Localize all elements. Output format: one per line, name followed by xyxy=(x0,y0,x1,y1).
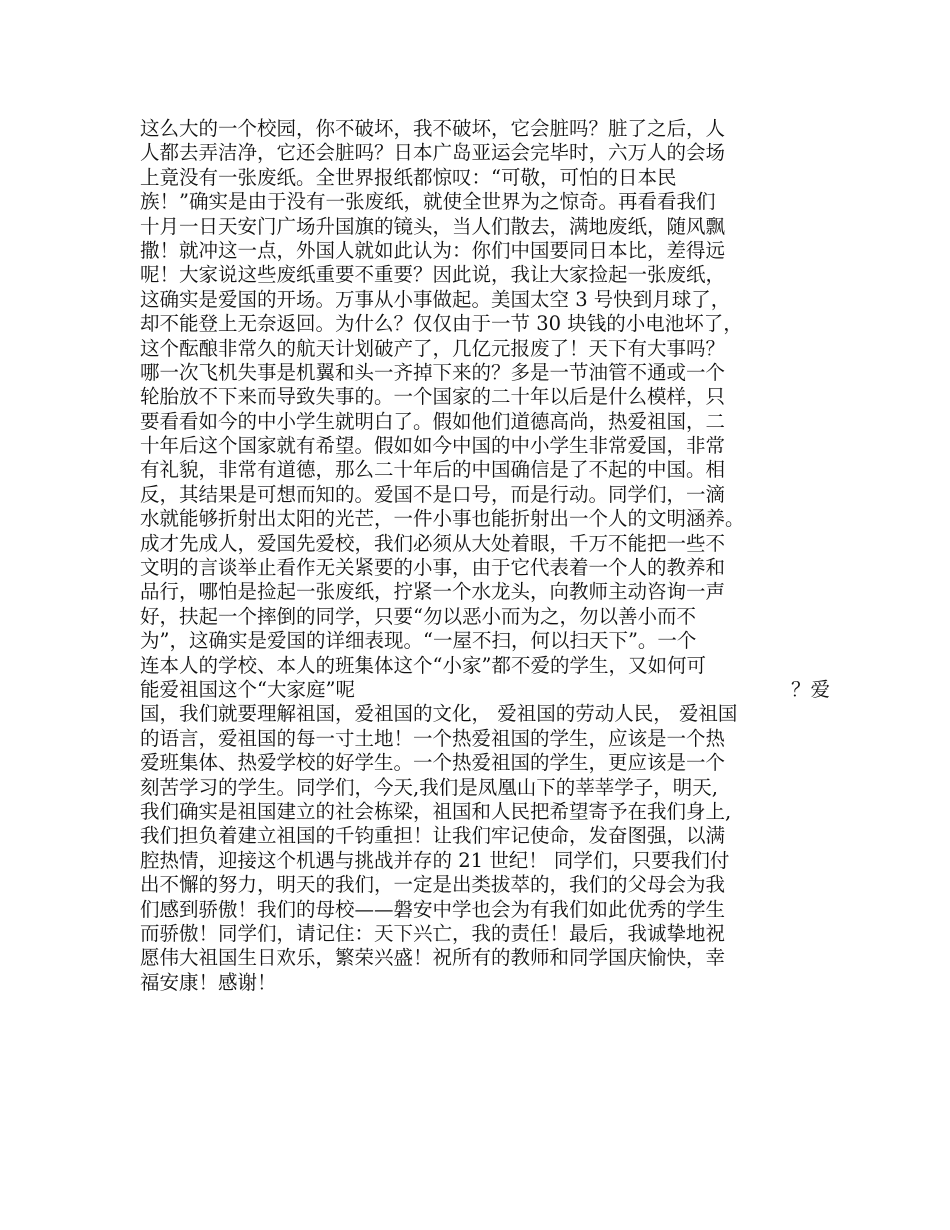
text-line-split xyxy=(140,678,830,702)
text-line: 撒！就冲这一点，外国人就如此认为：你们中国要同日本比，差得远 xyxy=(140,238,726,262)
text-line: 国，我们就要理解祖国，爱祖国的文化， 爱祖国的劳动人民， 爱祖国 xyxy=(140,702,738,726)
text-line-left: 能爱祖国这个“大家庭”呢 xyxy=(140,677,355,701)
text-line: 呢！大家说这些废纸重要不重要？因此说，我让大家捡起一张废纸， xyxy=(140,263,726,287)
text-line-right: ？爱 xyxy=(790,677,830,701)
text-line: 文明的言谈举止看作无关紧要的小事，由于它代表着一个人的教养和 xyxy=(140,556,726,580)
text-line: 而骄傲！同学们，请记住：天下兴亡，我的责任！最后，我诚挚地祝 xyxy=(140,921,726,945)
text-line: 水就能够折射出太阳的光芒，一件小事也能折射出一个人的文明涵养。 xyxy=(140,507,745,531)
text-line: 人都去弄洁净，它还会脏吗？日本广岛亚运会完毕时，六万人的会场 xyxy=(140,141,726,165)
text-line: 为”，这确实是爱国的详细表现。“一屋不扫，何以扫天下”。一个 xyxy=(140,629,697,653)
text-line: 族！”确实是由于没有一张废纸，就使全世界为之惊奇。再看看我们 xyxy=(140,190,716,214)
text-line: 十月一日天安门广场升国旗的镜头，当人们散去，满地废纸，随风飘 xyxy=(140,214,726,238)
text-line: 腔热情，迎接这个机遇与挑战并存的 21 世纪！ 同学们，只要我们付 xyxy=(140,848,730,872)
text-line: 成才先成人，爱国先爱校，我们必须从大处着眼，千万不能把一些不 xyxy=(140,531,726,555)
text-line: 的语言，爱祖国的每一寸土地！一个热爱祖国的学生，应该是一个热 xyxy=(140,726,726,750)
text-line: 们感到骄傲！我们的母校——磐安中学也会为有我们如此优秀的学生 xyxy=(140,897,726,921)
text-line: 有礼貌，非常有道德，那么二十年后的中国确信是了不起的中国。相 xyxy=(140,458,726,482)
text-line: 连本人的学校、本人的班集体这个“小家”都不爱的学生，又如何可 xyxy=(140,653,706,677)
text-line: 刻苦学习的学生。同学们，今天,我们是凤凰山下的莘莘学子，明天, xyxy=(140,775,718,799)
text-line: 爱班集体、热爱学校的好学生。一个热爱祖国的学生，更应该是一个 xyxy=(140,751,726,775)
text-line: 好，扶起一个摔倒的同学，只要“勿以恶小而为之，勿以善小而不 xyxy=(140,604,696,628)
text-line: 愿伟大祖国生日欢乐，繁荣兴盛！祝所有的教师和同学国庆愉快，幸 xyxy=(140,946,726,970)
text-line: 轮胎放不下来而导致失事的。一个国家的二十年以后是什么模样，只 xyxy=(140,385,726,409)
text-line: 这么大的一个校园，你不破坏，我不破坏，它会脏吗？脏了之后，人 xyxy=(140,117,726,140)
text-line: 品行，哪怕是捡起一张废纸，拧紧一个水龙头，向教师主动咨询一声 xyxy=(140,580,726,604)
text-line: 福安康！感谢！ xyxy=(140,970,277,994)
text-line: 十年后这个国家就有希望。假如如今中国的中小学生非常爱国，非常 xyxy=(140,434,726,458)
text-line: 这确实是爱国的开场。万事从小事做起。美国太空 3 号快到月球了， xyxy=(140,287,731,311)
text-line: 要看看如今的中小学生就明白了。假如他们道德高尚，热爱祖国，二 xyxy=(140,409,726,433)
text-line: 哪一次飞机失事是机翼和头一齐掉下来的？多是一节油管不通或一个 xyxy=(140,360,726,384)
text-line: 却不能登上无奈返回。为什么？仅仅由于一节 30 块钱的小电池坏了， xyxy=(140,312,743,336)
text-line: 反，其结果是可想而知的。爱国不是口号，而是行动。同学们，一滴 xyxy=(140,482,726,506)
text-line: 我们担负着建立祖国的千钧重担！让我们牢记使命，发奋图强，以满 xyxy=(140,824,726,848)
text-line: 我们确实是祖国建立的社会栋梁，祖国和人民把希望寄予在我们身上, xyxy=(140,799,732,823)
text-line: 这个酝酿非常久的航天计划破产了，几亿元报废了！天下有大事吗？ xyxy=(140,336,726,360)
text-line: 上竟没有一张废纸。全世界报纸都惊叹：“可敬，可怕的日本民 xyxy=(140,165,677,189)
text-line: 出不懈的努力，明天的我们，一定是出类拔萃的，我们的父母会为我 xyxy=(140,873,726,897)
body-text xyxy=(140,117,830,995)
